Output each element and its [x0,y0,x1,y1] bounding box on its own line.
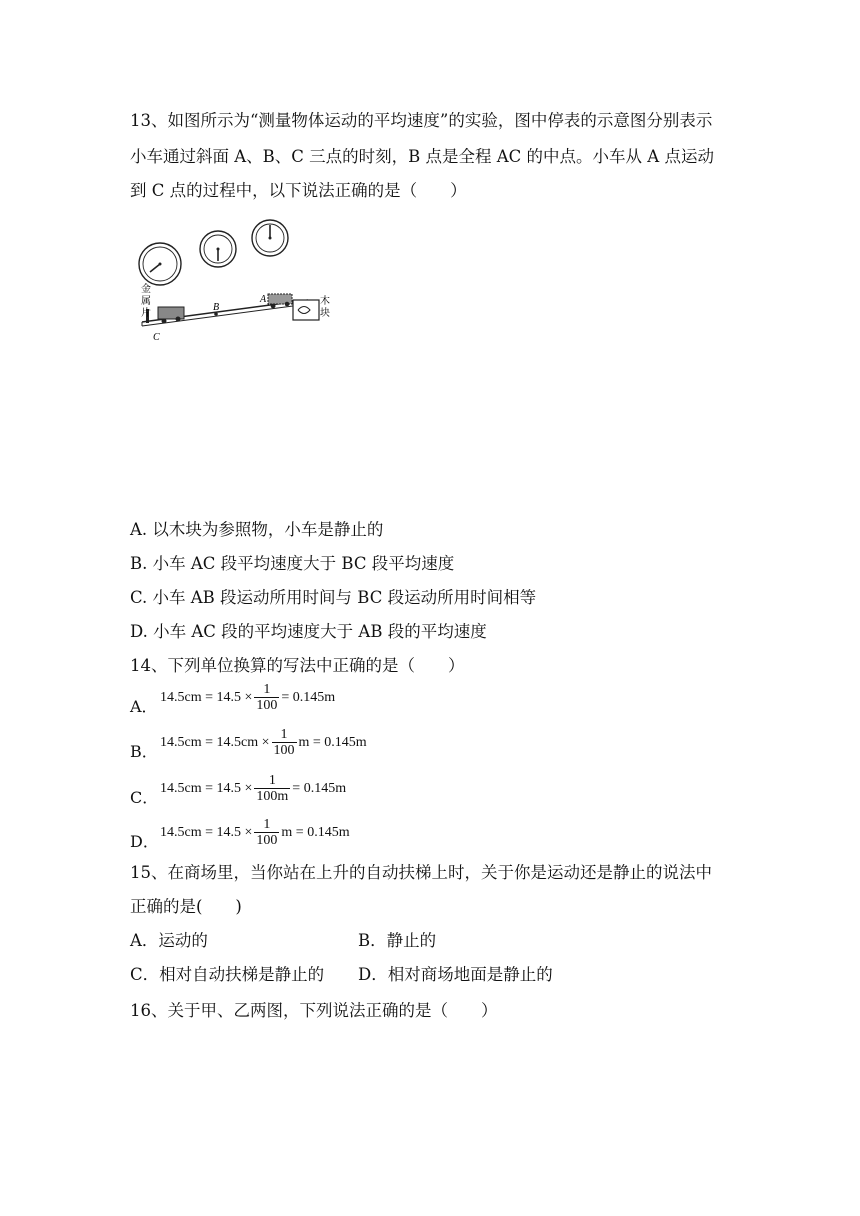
q14-d-num: 1 [263,817,271,832]
q14-b-left: 14.5cm = 14.5cm × [160,734,270,750]
stopwatch-c-icon [139,243,181,285]
figure-label-a: A [260,294,267,305]
q14-option-b-label: B． [130,742,158,761]
q13-stem-line3: 到 C 点的过程中，以下说法正确的是（ ） [130,181,467,200]
q14-option-a-expr [160,682,335,713]
q14-c-left: 14.5cm = 14.5 × [160,780,253,796]
q15-option-b: B．静止的 [358,931,437,950]
q14-b-den: 100 [273,743,295,758]
q14-option-c-expr [160,773,346,804]
q14-c-den: 100m [256,789,289,804]
q14-stem: 14、下列单位换算的写法中正确的是（ ） [130,656,465,675]
q14-d-den: 100 [256,833,278,848]
q14-d-fraction [254,817,279,848]
q14-c-right: = 0.145m [292,780,347,796]
q14-option-a-label: A． [130,697,158,716]
figure-label-wood-1: 木 [320,296,330,307]
figure-label-metal-1: 金 [141,284,151,295]
q14-d-right: m = 0.145m [281,824,350,840]
stopwatch-a-icon [252,220,288,256]
q13-stem-line1: 13、如图所示为“测量物体运动的平均速度”的实验，图中停表的示意图分别表示 [130,111,713,130]
q15-stem-line2: 正确的是( ) [130,897,242,916]
q14-c-fraction [254,773,290,804]
q16-stem: 16、关于甲、乙两图，下列说法正确的是（ ） [130,1001,498,1020]
q13-option-b: B. 小车 AC 段平均速度大于 BC 段平均速度 [130,554,455,573]
q13-option-c: C. 小车 AB 段运动所用时间与 BC 段运动所用时间相等 [130,588,537,607]
q14-d-left: 14.5cm = 14.5 × [160,824,253,840]
q14-b-right: m = 0.145m [298,734,367,750]
q13-stem-line2: 小车通过斜面 A、B、C 三点的时刻，B 点是全程 AC 的中点。小车从 A 点运动 [130,147,714,166]
q14-option-d-label: D． [130,832,159,851]
q13-figure [136,214,336,348]
q15-option-c: C．相对自动扶梯是静止的 [130,965,325,984]
q14-a-left: 14.5cm = 14.5 × [160,689,253,705]
stopwatch-b-icon [200,231,236,267]
q15-option-d: D．相对商场地面是静止的 [358,965,553,984]
q14-option-c-label: C． [130,788,159,807]
q14-b-fraction [272,727,297,758]
figure-label-b: B [213,302,220,313]
q14-a-right: = 0.145m [281,689,336,705]
figure-label-wood-2: 块 [320,308,330,319]
q15-option-a: A．运动的 [130,931,208,950]
q15-stem-line1: 15、在商场里，当你站在上升的自动扶梯上时，关于你是运动还是静止的说法中 [130,863,712,882]
q14-a-den: 100 [256,698,278,713]
wood-block [293,300,319,320]
q14-b-num: 1 [280,727,288,742]
figure-label-metal-2: 属 [141,296,151,307]
q13-option-d: D. 小车 AC 段的平均速度大于 AB 段的平均速度 [130,622,487,641]
q14-c-num: 1 [268,773,276,788]
q14-a-num: 1 [263,682,271,697]
q14-option-d-expr [160,817,350,848]
figure-label-c: C [153,332,160,343]
q14-a-fraction [254,682,279,713]
figure-label-metal-3: 片 [141,308,151,319]
q13-option-a: A. 以木块为参照物，小车是静止的 [130,520,384,539]
q14-option-b-expr [160,727,367,758]
